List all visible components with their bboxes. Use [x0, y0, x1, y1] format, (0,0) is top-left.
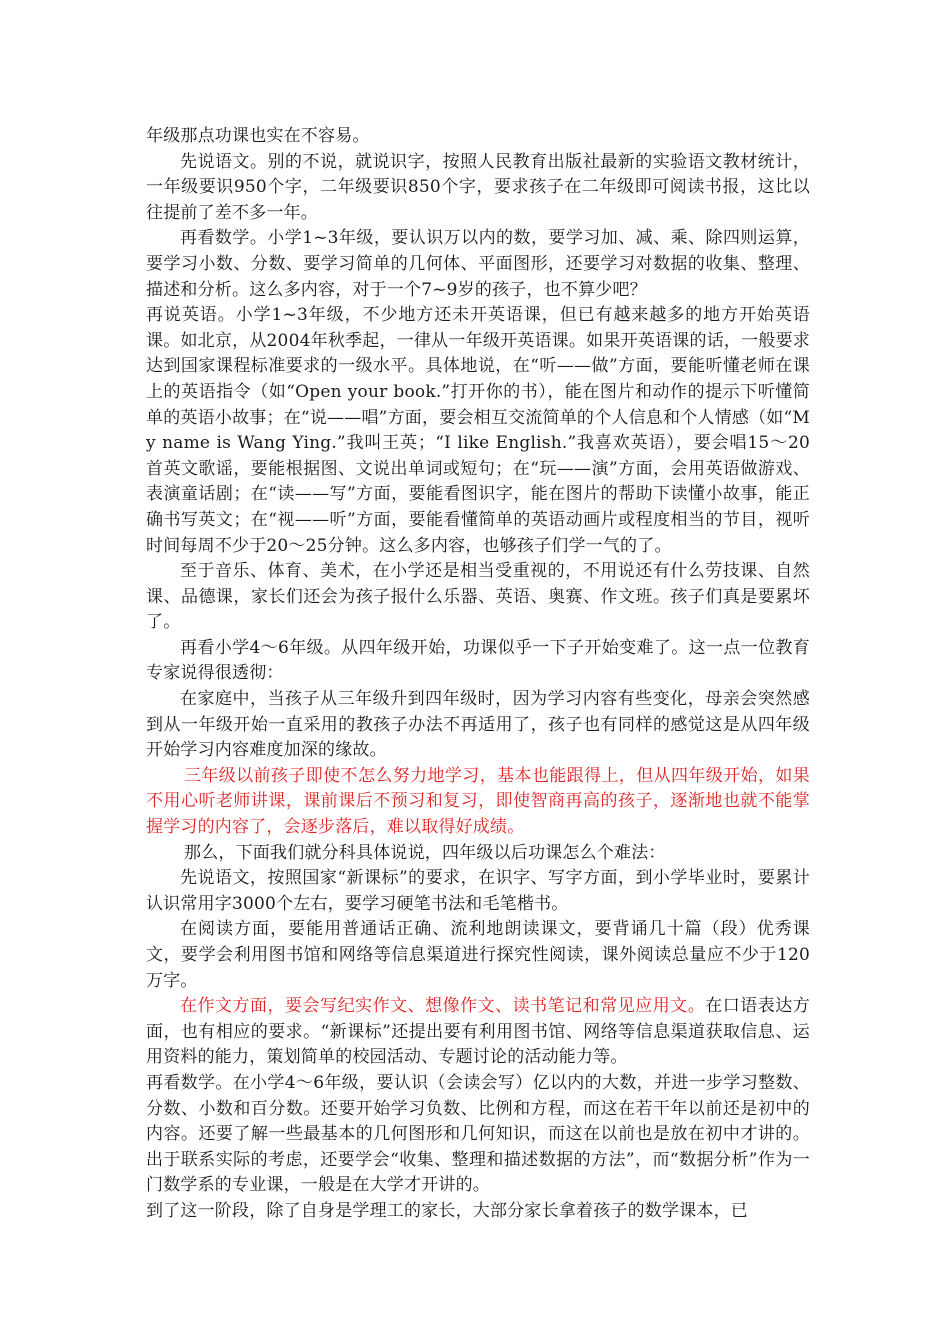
paragraph-12-highlight: 在作文方面，要会写纪实作文、想像作文、读书笔记和常见应用文。 — [180, 996, 706, 1017]
paragraph-1: 年级那点功课也实在不容易。 — [146, 126, 370, 146]
paragraph-10: 先说语文，按照国家“新课标”的要求，在识字、写字方面，到小学毕业时，要累计认识常用字3000个左右，要学习硬笔书法和毛笔楷书。 — [146, 868, 810, 914]
paragraph-13: 再看数学。在小学4～6年级，要认识（会读会写）亿以内的大数，并进一步学习整数、分数、小数和百分数。还要开始学习负数、比例和方程，而这在若干年以前还是初中的内容。还要了解一些最基本的几何图形和几何知识，而这在以前也是放在初中才讲的。出于联系实际的考虑，还要学会“收集、整理和描述数据的方法”，而“数据分析”作为一门数学系的专业课，一般是在大学才开讲的。 — [146, 1072, 810, 1196]
paragraph-12-rest: 在口语表达方面，也有相应的要求。“新课标”还提出要有利用图书馆、网络等信息渠道获取信息、运用资料的能力，策划简单的校园活动、专题讨论的活动能力等。 — [146, 996, 811, 1068]
paragraph-5: 至于音乐、体育、美术，在小学还是相当受重视的，不用说还有什么劳技课、自然课、品德课，家长们还会为孩子报什么乐器、英语、奥赛、作文班。孩子们真是要累坏了。 — [146, 561, 810, 633]
paragraph-8-highlight: 三年级以前孩子即使不怎么努力地学习，基本也能跟得上，但从四年级开始，如果不用心听老师讲课，课前课后不预习和复习，即使智商再高的孩子，逐渐地也就不能掌握学习的内容了，会逐步落后，难以取得好成绩。 — [146, 765, 810, 838]
paragraph-9: 那么，下面我们就分科具体说说，四年级以后功课怎么个难法： — [184, 842, 666, 863]
paragraph-14: 到了这一阶段，除了自身是学理工的家长，大部分家长拿着孩子的数学课本，已 — [146, 1200, 748, 1221]
paragraph-4: 再说英语。小学1~3年级，不少地方还未开英语课，但已有越来越多的地方开始英语课。如北京，从2004年秋季起，一律从一年级开英语课。如果开英语课的话，一般要求达到国家课程标准要求的一级水平。具体地说，在“听——做”方面，要能听懂老师在课上的英语指令（如“Open your book.”打开你的书），能在图片和动作的提示下听懂简单的英语小故事；在“说——唱”方面，要会相互交流简单的个人信息和个人情感（如“My name is Wang Ying.”我叫王英；“I like English.”我喜欢英语），要会唱15～20首英文歌谣，要能根据图、文说出单词或短句；在“玩——演”方面，会用英语做游戏、表演童话剧；在“读——写”方面，要能看图识字，能在图片的帮助下读懂小故事，能正确书写英文；在“视——听”方面，要能看懂简单的英语动画片或程度相当的节目，视听时间每周不少于20～25分钟。这么多内容，也够孩子们学一气的了。 — [146, 305, 810, 556]
paragraph-3: 再看数学。小学1~3年级，要认识万以内的数，要学习加、减、乘、除四则运算，要学习小数、分数、要学习简单的几何体、平面图形，还要学习对数据的收集、整理、描述和分析。这么多内容，对于一个7~9岁的孩子，也不算少吧？ — [146, 228, 810, 300]
paragraph-2: 先说语文。别的不说，就说识字，按照人民教育出版社最新的实验语文教材统计，一年级要识950个字，二年级要识850个字，要求孩子在二年级即可阅读书报，这比以往提前了差不多一年。 — [146, 151, 810, 223]
paragraph-6: 再看小学4～6年级。从四年级开始，功课似乎一下子开始变难了。这一点一位教育专家说得很透彻： — [146, 637, 810, 684]
paragraph-12 — [146, 994, 810, 1071]
paragraph-7: 在家庭中，当孩子从三年级升到四年级时，因为学习内容有些变化，母亲会突然感到从一年级开始一直采用的教孩子办法不再适用了，孩子也有同样的感觉这是从四年级开始学习内容难度加深的缘故。 — [146, 689, 810, 761]
paragraph-11: 在阅读方面，要能用普通话正确、流利地朗读课文，要背诵几十篇（段）优秀课文，要学会利用图书馆和网络等信息渠道进行探究性阅读，课外阅读总量应不少于120万字。 — [146, 919, 810, 991]
document-page — [146, 124, 810, 1225]
